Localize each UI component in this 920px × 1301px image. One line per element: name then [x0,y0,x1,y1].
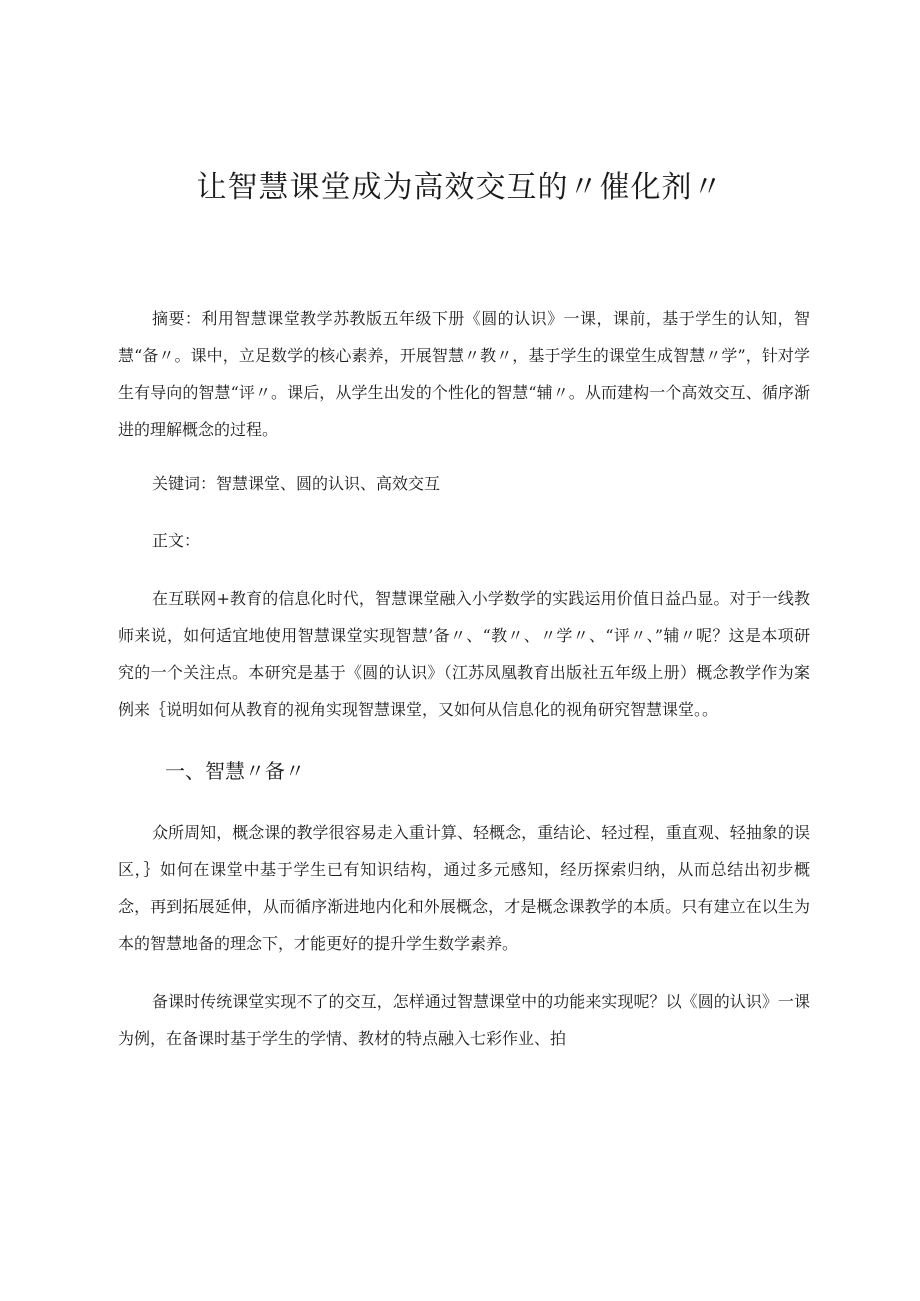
section-heading-1: 一、智慧〃备〃 [165,759,305,783]
section1-paragraph-2: 备课时传统课堂实现不了的交互，怎样通过智慧课堂中的功能来实现呢？以《圆的认识》一课为例，在备课时基于学生的学情、教材的特点融入七彩作业、拍 [118,992,810,1048]
intro-paragraph: 在互联网+教育的信息化时代，智慧课堂融入小学数学的实践运用价值日益凸显。对于一线教师来说，如何适宜地使用智慧课堂实现智慧’备〃、“教〃、〃学〃、“评〃、”辅〃呢？这是本项研究的一个关注点。本研究是基于《圆的认识》（江苏凤凰教育出版社五年级上册）概念教学作为案例来｛说明如何从教育的视角实现智慧课堂，又如何从信息化的视角研究智慧课堂。。 [118,589,810,719]
abstract-paragraph: 摘要：利用智慧课堂教学苏教版五年级下册《圆的认识》一课，课前，基于学生的认知，智慧“备〃。课中，立足数学的核心素养，开展智慧〃教〃，基于学生的课堂生成智慧〃学”，针对学生有导向的智慧“评〃。课后，从学生出发的个性化的智慧“辅〃。从而建构一个高效交互、循序渐进的理解概念的过程。 [118,309,810,439]
keywords-paragraph: 关键词：智慧课堂、圆的认识、高效交互 [152,474,441,493]
document-title: 让智慧课堂成为高效交互的〃催化剂〃 [196,170,724,205]
body-label: 正文： [152,531,201,550]
section1-paragraph-1: 众所周知，概念课的教学很容易走入重计算、轻概念，重结论、轻过程，重直观、轻抽象的误区，｝如何在课堂中基于学生已有知识结构，通过多元感知，经历探索归纳，从而总结出初步概念，再到拓展延伸，从而循序渐进地内化和外展概念，才是概念课教学的本质。只有建立在以生为本的智慧地备的理念下，才能更好的提升学生数学素养。 [118,823,810,953]
